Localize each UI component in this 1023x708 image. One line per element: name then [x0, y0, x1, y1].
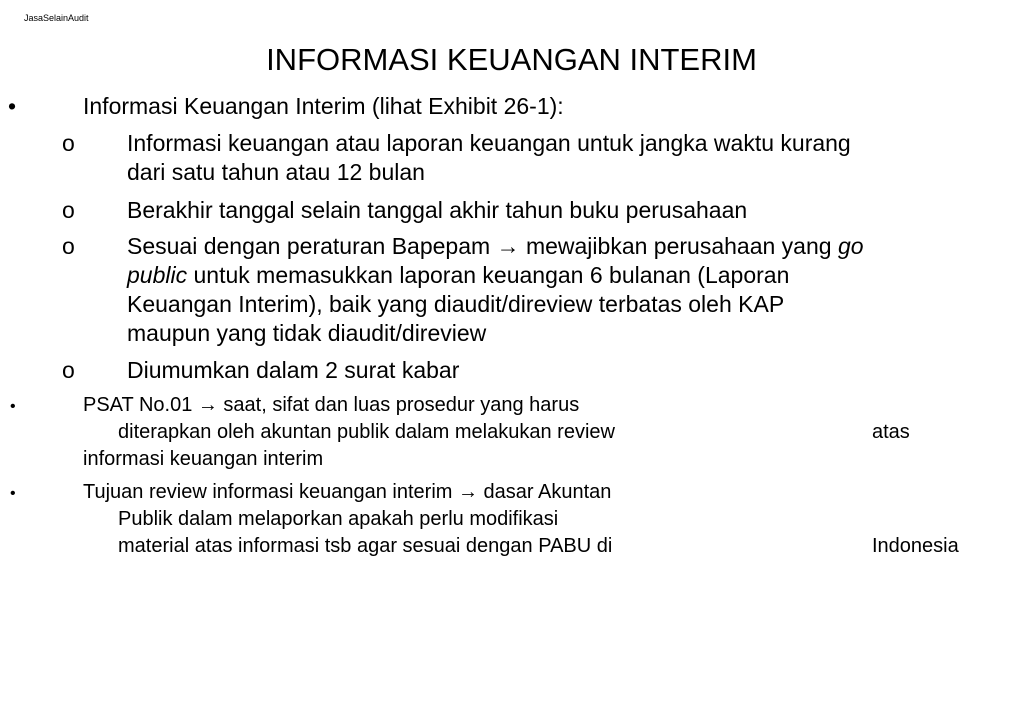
sub-marker: o: [62, 233, 75, 259]
sub-marker: o: [62, 130, 75, 156]
bullet-marker: •: [10, 485, 16, 502]
bullet2-line: informasi keuangan interim: [83, 448, 324, 470]
sub-item-line: public untuk memasukkan laporan keuangan 6 bulanan (Laporan: [127, 262, 790, 288]
sub-item-line: dari satu tahun atau 12 bulan: [127, 159, 425, 185]
header-label: JasaSelainAudit: [24, 13, 89, 23]
bullet1-text: Informasi Keuangan Interim (lihat Exhibit 26-1):: [83, 93, 564, 119]
bullet-marker: •: [8, 93, 17, 119]
sub-marker: o: [62, 197, 75, 223]
sub-item-line: Keuangan Interim), baik yang diaudit/direview terbatas oleh KAP: [127, 291, 785, 317]
bullet3-line: Tujuan review informasi keuangan interim → dasar Akuntan: [83, 481, 612, 503]
bullet2-line: diterapkan oleh akuntan publik dalam melakukan review: [118, 421, 615, 443]
sub-marker: o: [62, 357, 75, 383]
bullet2-line: PSAT No.01 → saat, sifat dan luas prosedur yang harus: [83, 394, 580, 416]
bullet3-line: material atas informasi tsb agar sesuai dengan PABU di: [118, 535, 613, 557]
bullet-marker: •: [10, 398, 16, 415]
slide-title: INFORMASI KEUANGAN INTERIM: [266, 42, 757, 77]
bullet2-line-end: atas: [872, 421, 910, 443]
sub-item-line: Diumumkan dalam 2 surat kabar: [127, 357, 460, 383]
bullet3-line: Publik dalam melaporkan apakah perlu modifikasi: [118, 508, 559, 530]
arrow-icon: →: [496, 233, 520, 259]
bullet3-line-end: Indonesia: [872, 535, 959, 557]
arrow-icon: →: [197, 394, 218, 416]
sub-item-line: Berakhir tanggal selain tanggal akhir tahun buku perusahaan: [127, 197, 748, 223]
sub-item-line: maupun yang tidak diaudit/direview: [127, 320, 487, 346]
sub-item-line: Sesuai dengan peraturan Bapepam → mewajibkan perusahaan yang go: [127, 233, 864, 259]
arrow-icon: →: [458, 481, 478, 503]
sub-item-line: Informasi keuangan atau laporan keuangan untuk jangka waktu kurang: [127, 130, 851, 156]
